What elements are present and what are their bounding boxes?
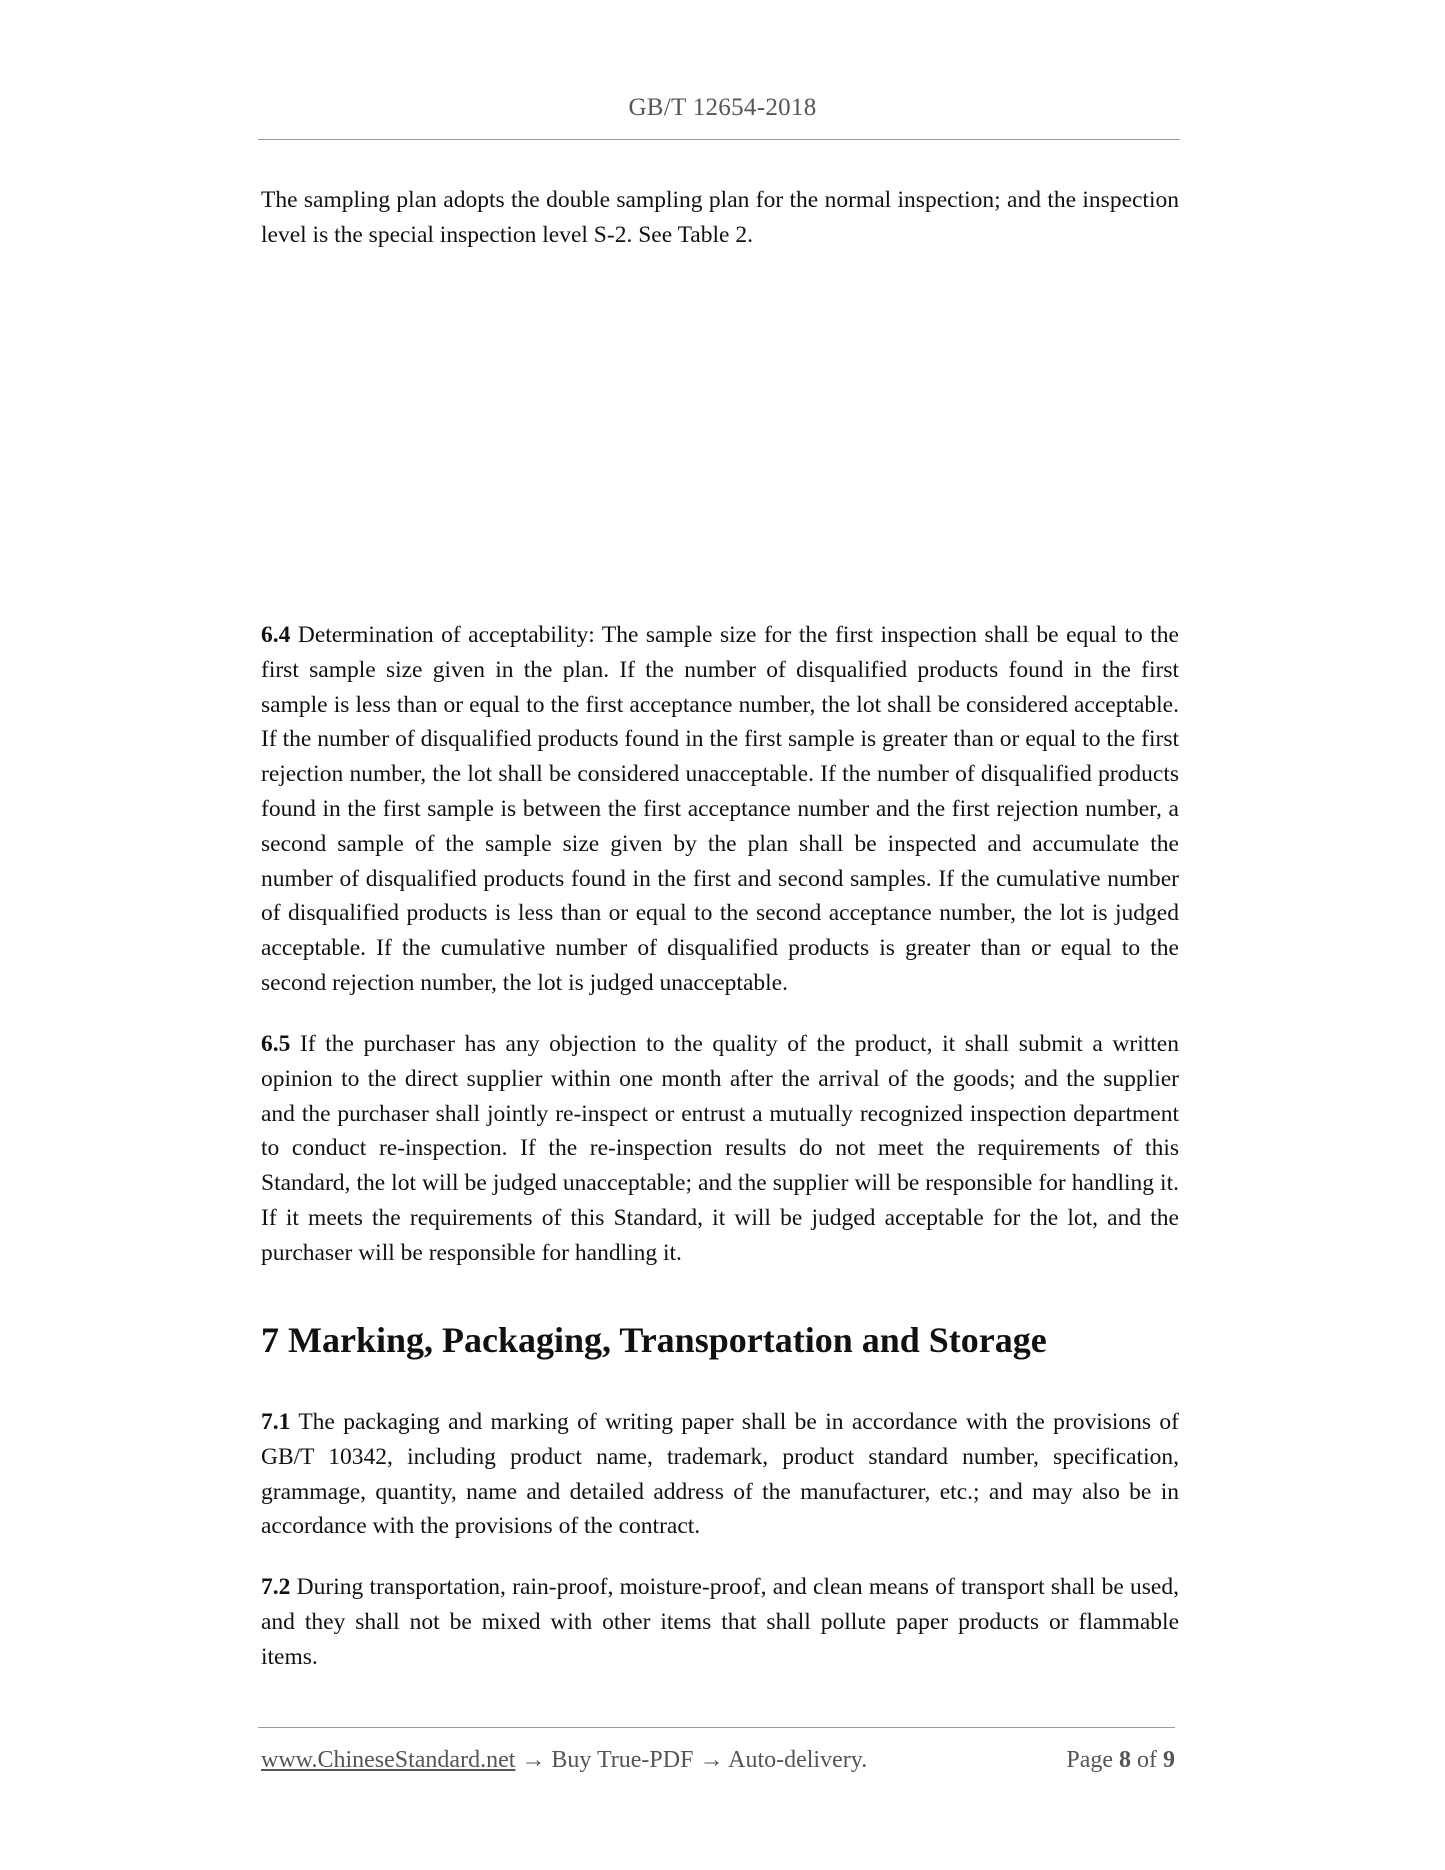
section-7-2 <box>261 1570 1179 1674</box>
section-7-1 <box>261 1405 1179 1544</box>
footer-divider <box>258 1727 1175 1728</box>
chinese-standard-link[interactable]: www.ChineseStandard.net <box>261 1747 516 1773</box>
clause-7-1-paragraph <box>261 1405 1179 1544</box>
clause-6-5-number: 6.5 <box>261 1031 291 1057</box>
section-6-5 <box>261 1027 1179 1271</box>
page-label: Page <box>1066 1747 1119 1773</box>
section-7-heading: 7 Marking, Packaging, Transportation and Storage <box>261 1320 1047 1360</box>
clause-6-4-text: Determination of acceptability: The sample size for the first inspection shall be equal to the first sample size given in the plan. If the number of disqualified products found in the first sample is less than or equal to the first acceptance number, the lot shall be considered acceptable. If the number of disqualified products found in the first sample is greater than or equal to the first rejection number, the lot shall be considered unacceptable. If the number of disqualified products found in the first sample is between the first acceptance number and the first rejection number, a second sample of the sample size given by the plan shall be inspected and accumulate the number of disqualified products found in the first and second samples. If the cumulative number of disqualified products is less than or equal to the second acceptance number, the lot is judged acceptable. If the cumulative number of disqualified products is greater than or equal to the second rejection number, the lot is judged unacceptable. <box>261 622 1179 996</box>
intro-paragraph: The sampling plan adopts the double sampling plan for the normal inspection; and the inspection level is the special inspection level S-2. See Table 2. <box>261 187 1179 248</box>
section-7-heading-block <box>261 1318 1179 1362</box>
clause-6-5-text: If the purchaser has any objection to the quality of the product, it shall submit a written opinion to the direct supplier within one month after the arrival of the goods; and the supplier and the purchaser shall jointly re-inspect or entrust a mutually recognized inspection department to conduct re-inspection. If the re-inspection results do not meet the requirements of this Standard, the lot will be judged unacceptable; and the supplier will be responsible for handling it. If it meets the requirements of this Standard, it will be judged acceptable for the lot, and the purchaser will be responsible for handling it. <box>261 1031 1179 1266</box>
page-header-title: GB/T 12654-2018 <box>628 94 817 121</box>
page-current: 8 <box>1119 1747 1131 1773</box>
clause-6-4-number: 6.4 <box>261 622 291 648</box>
clause-6-5-paragraph <box>261 1027 1179 1271</box>
intro-block <box>261 183 1179 253</box>
clause-7-1-number: 7.1 <box>261 1409 291 1435</box>
page-number <box>1066 1747 1175 1774</box>
clause-7-2-text: During transportation, rain-proof, moisture-proof, and clean means of transport shall be used, and they shall not be mixed with other items that shall pollute paper products or flammable items. <box>261 1574 1179 1670</box>
page-total: 9 <box>1163 1747 1175 1773</box>
page-of-label: of <box>1131 1747 1163 1773</box>
footer-promo-text: → Buy True-PDF → Auto-delivery. <box>515 1747 868 1773</box>
header-divider <box>258 139 1180 140</box>
clause-7-2-paragraph <box>261 1570 1179 1674</box>
section-6-4 <box>261 618 1179 1001</box>
clause-7-2-number: 7.2 <box>261 1574 291 1600</box>
clause-7-1-text: The packaging and marking of writing paper shall be in accordance with the provisions of GB/T 10342, including product name, trademark, product standard number, specification, grammage, quantity, name and detailed address of the manufacturer, etc.; and may also be in accordance with the provisions of the contract. <box>261 1409 1179 1540</box>
footer-promo <box>261 1747 867 1774</box>
clause-6-4-paragraph <box>261 618 1179 1001</box>
